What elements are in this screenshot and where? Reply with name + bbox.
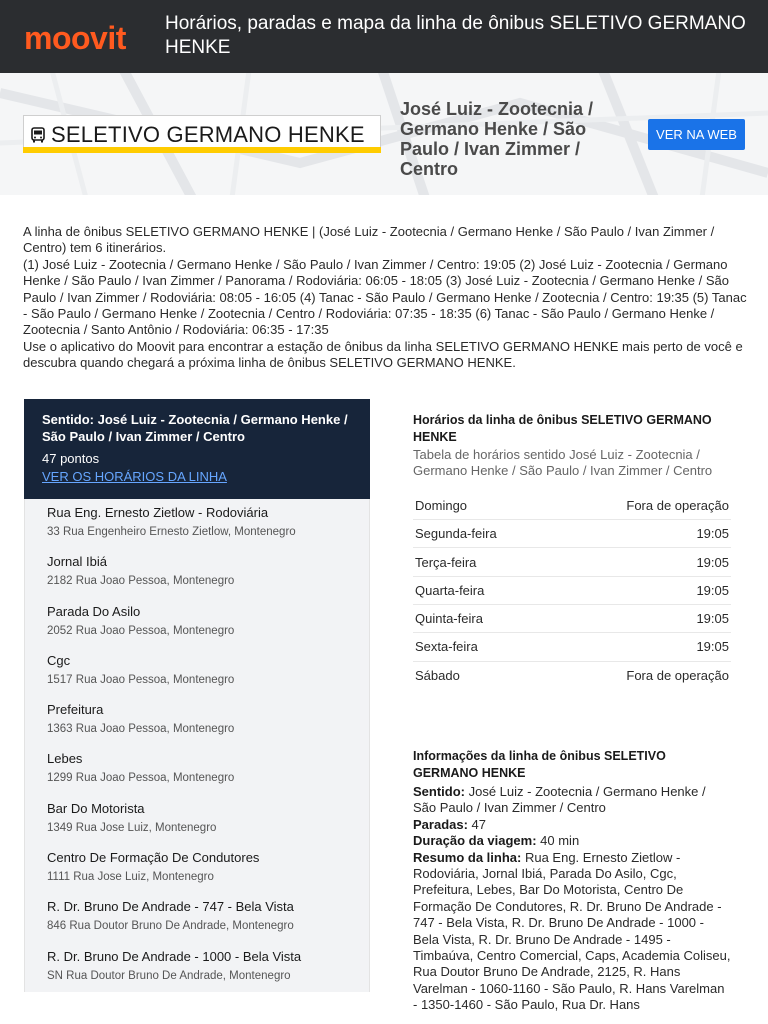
info-body	[413, 784, 731, 1014]
stop-address: SN Rua Doutor Bruno De Andrade, Montenegro	[47, 969, 291, 982]
bus-icon	[30, 127, 46, 143]
time-cell: 19:05	[696, 526, 729, 542]
day-cell: Sábado	[415, 668, 460, 684]
description-intro: A linha de ônibus SELETIVO GERMANO HENKE | (José Luiz - Zootecnia / Germano Henke / São Paulo / Ivan Zimmer / Centro) tem 6 itinerários.	[23, 224, 715, 256]
direction-label: Sentido:	[413, 784, 469, 799]
top-bar	[0, 0, 768, 73]
stops-panel-header	[24, 399, 370, 499]
summary-value: Rua Eng. Ernesto Zietlow - Rodoviária, Jornal Ibiá, Parada Do Asilo, Cgc, Prefeitura, Lebes, Bar Do Motorista, Centro De Formação De Condutores, R. Dr. Bruno De Andrade - 747 - Bela Vista, R. Dr. Bruno De Andrade - 1000 - Bela Vista, R. Dr. Bruno De Andrade - 1495 - Timbaúva, Centro Comercial, Caps, Academia Coliseu, Rua Doutor Bruno De Andrade, 2125, R. Hans Varelman - 1060-1160 - São Paulo, R. Hans Varelman - 1350-1460 - São Paulo, Rua Dr. Hans	[413, 849, 731, 1013]
view-schedules-link[interactable]: VER OS HORÁRIOS DA LINHA	[42, 469, 227, 484]
summary-label: Resumo da linha:	[413, 849, 525, 865]
line-name: SELETIVO GERMANO HENKE	[51, 121, 365, 147]
table-row	[413, 662, 731, 690]
time-cell: 19:05	[696, 639, 729, 655]
stop-address: 846 Rua Doutor Bruno De Andrade, Montenegro	[47, 920, 294, 933]
description-itineraries: (1) José Luiz - Zootecnia / Germano Henke / São Paulo / Ivan Zimmer / Centro: 19:05 (2) José Luiz - Zootecnia / Germano Henke / São Paulo / Ivan Zimmer / Panorama / Rodoviária: 06:05 - 18:05 (3) José Luiz - Zootecnia / Germano Henke / São Paulo / Ivan Zimmer / Rodoviária: 08:05 - 16:05 (4) Tanac - São Paulo / Germano Henke / Zootecnia / Centro: 19:35 (5) Tanac - São Paulo / Germano Henke / Zootecnia / Centro / Rodoviária: 07:35 - 18:35 (6) Tanac - São Paulo / Germano Henke / Zootecnia / Santo Antônio / Rodoviária: 06:35 - 17:35	[23, 256, 747, 338]
stop-address: 1349 Rua Jose Luiz, Montenegro	[47, 821, 217, 834]
time-cell: 19:05	[696, 582, 729, 598]
stop-name: Lebes	[47, 751, 83, 767]
duration-value: 40 min	[540, 833, 580, 849]
day-cell: Quinta-feira	[415, 611, 483, 627]
list-item[interactable]	[25, 745, 369, 794]
direction-value: José Luiz - Zootecnia / Germano Henke / São Paulo / Ivan Zimmer / Centro	[413, 784, 706, 816]
list-item[interactable]	[25, 795, 369, 844]
line-description	[23, 224, 748, 372]
schedule-table	[413, 492, 731, 690]
stops-count: 47 pontos	[42, 451, 100, 466]
stop-name: R. Dr. Bruno De Andrade - 747 - Bela Vista	[47, 899, 294, 915]
stop-name: Jornal Ibiá	[47, 554, 107, 570]
time-cell: Fora de operação	[626, 497, 729, 513]
list-item[interactable]	[25, 598, 369, 647]
duration-label: Duração da viagem:	[413, 833, 541, 849]
description-app-promo: Use o aplicativo do Moovit para encontrar a estação de ônibus da linha SELETIVO GERMANO HENKE mais perto de você e descubra quando chegará a próxima linha de ônibus SELETIVO GERMANO HENKE.	[23, 338, 743, 371]
moovit-logo[interactable]: moovit	[24, 20, 126, 56]
list-item[interactable]	[25, 893, 369, 942]
schedule-card	[399, 399, 745, 701]
stop-name: Bar Do Motorista	[47, 800, 145, 816]
stop-name: Centro De Formação De Condutores	[47, 850, 260, 866]
day-cell: Quarta-feira	[415, 582, 485, 598]
stops-list	[24, 499, 370, 992]
stop-name: Rua Eng. Ernesto Zietlow - Rodoviária	[47, 505, 269, 520]
day-cell: Sexta-feira	[415, 639, 478, 655]
time-cell: 19:05	[696, 611, 729, 627]
stop-name: Prefeitura	[47, 702, 104, 718]
list-item[interactable]	[25, 844, 369, 893]
page-title: Horários, paradas e mapa da linha de ônibus SELETIVO GERMANO HENKE	[165, 13, 746, 58]
list-item[interactable]	[25, 499, 369, 548]
direction-title: Sentido: José Luiz - Zootecnia / Germano Henke / São Paulo / Ivan Zimmer / Centro	[42, 412, 348, 444]
stop-address: 1111 Rua Jose Luiz, Montenegro	[47, 871, 214, 884]
view-on-web-button[interactable]: VER NA WEB	[648, 119, 745, 150]
time-cell: 19:05	[696, 554, 729, 570]
stops-panel	[24, 399, 370, 1024]
list-item[interactable]	[25, 943, 369, 992]
table-row	[413, 605, 731, 633]
day-cell: Segunda-feira	[415, 526, 497, 542]
table-row	[413, 492, 731, 520]
line-color-bar	[23, 147, 381, 153]
stops-value: 47	[471, 816, 487, 832]
table-row	[413, 548, 731, 576]
stop-address: 1299 Rua Joao Pessoa, Montenegro	[47, 772, 235, 785]
time-cell: Fora de operação	[626, 668, 729, 684]
line-info-card	[399, 735, 745, 1024]
stop-name: Cgc	[47, 652, 71, 668]
table-row	[413, 633, 731, 661]
table-row	[413, 577, 731, 605]
stop-name: R. Dr. Bruno De Andrade - 1000 - Bela Vista	[47, 948, 302, 964]
stop-address: 1517 Rua Joao Pessoa, Montenegro	[47, 673, 235, 686]
list-item[interactable]	[25, 548, 369, 597]
table-row	[413, 520, 731, 548]
schedule-subtitle: Tabela de horários sentido José Luiz - Zootecnia / Germano Henke / São Paulo / Ivan Zimmer / Centro	[413, 447, 713, 479]
schedule-title: Horários da linha de ônibus SELETIVO GERMANO HENKE	[413, 413, 712, 444]
list-item[interactable]	[25, 647, 369, 696]
list-item[interactable]	[25, 696, 369, 745]
stops-label: Paradas:	[413, 816, 472, 832]
day-cell: Terça-feira	[415, 554, 477, 570]
stop-name: Parada Do Asilo	[47, 603, 141, 619]
stop-address: 33 Rua Engenheiro Ernesto Zietlow, Montenegro	[47, 526, 296, 538]
stop-address: 1363 Rua Joao Pessoa, Montenegro	[47, 723, 235, 736]
stop-address: 2182 Rua Joao Pessoa, Montenegro	[47, 575, 235, 588]
info-title: Informações da linha de ônibus SELETIVO GERMANO HENKE	[413, 749, 666, 780]
day-cell: Domingo	[415, 497, 468, 513]
stop-address: 2052 Rua Joao Pessoa, Montenegro	[47, 624, 235, 637]
route-description: José Luiz - Zootecnia / Germano Henke / São Paulo / Ivan Zimmer / Centro	[400, 99, 594, 179]
